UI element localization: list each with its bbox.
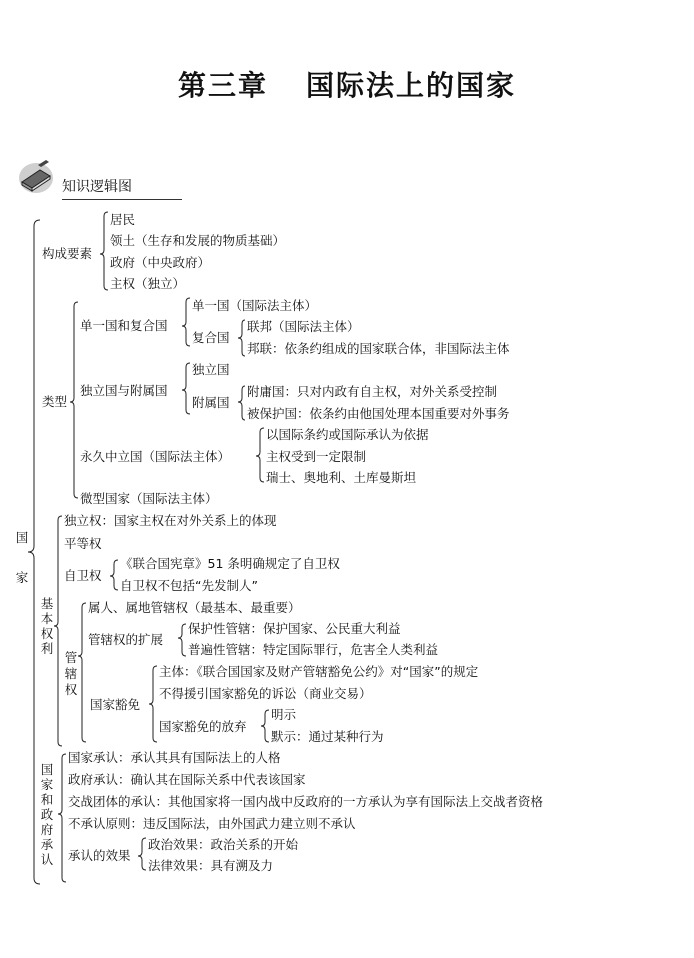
bracket-effect <box>138 838 146 870</box>
composition-label: 构成要素 <box>42 246 93 261</box>
bracket-extension <box>178 624 186 656</box>
composition-item: 主权（独立） <box>110 276 186 291</box>
bracket-recognition <box>58 754 66 882</box>
neutral-item: 以国际条约或国际承认为依据 <box>266 427 429 442</box>
bracket-root <box>28 220 40 884</box>
composition-item: 政府（中央政府） <box>110 255 211 270</box>
effect-label: 承认的效果 <box>68 848 131 863</box>
dependent-label: 附属国 <box>192 395 230 410</box>
book-icon <box>16 156 56 196</box>
neutral-item: 瑞士、奥地利、土库曼斯坦 <box>266 470 417 485</box>
equality-right: 平等权 <box>64 536 102 551</box>
independence-right: 独立权：国家主权在对外关系上的体现 <box>64 513 277 528</box>
bracket-rights <box>54 516 62 746</box>
bracket-self-defense <box>110 560 118 590</box>
bracket-composition <box>100 212 108 290</box>
effect-item: 法律效果：具有溯及力 <box>148 858 274 873</box>
bracket-independent <box>182 363 190 414</box>
root-label: 国家 <box>15 530 29 585</box>
neutral-item: 主权受到一定限制 <box>266 449 367 464</box>
effect-item: 政治效果：政治关系的开始 <box>148 837 299 852</box>
independent-label: 独立国与附属国 <box>80 383 168 398</box>
self-defense-label: 自卫权 <box>64 568 102 583</box>
independent-state: 独立国 <box>192 362 230 377</box>
extension-label: 管辖权的扩展 <box>88 632 164 647</box>
recognition-item: 不承认原则：违反国际法，由外国武力建立则不承认 <box>68 816 356 831</box>
bracket-dependent <box>238 386 245 420</box>
composite-label: 复合国 <box>192 330 230 345</box>
self-defense-item: 自卫权不包括“先发制人” <box>120 578 258 593</box>
micro-state: 微型国家（国际法主体） <box>80 491 218 506</box>
immunity-no-suit: 不得援引国家豁免的诉讼（商业交易） <box>159 686 372 701</box>
composition-item: 居民 <box>110 212 136 227</box>
chapter-name: 国际法上的国家 <box>306 69 517 102</box>
bracket-unitary <box>182 298 190 346</box>
jurisdiction-label: 管辖权 <box>64 650 78 697</box>
bracket-neutral <box>256 428 264 482</box>
waiver-item: 明示 <box>271 707 297 722</box>
single-state: 单一国（国际法主体） <box>192 298 318 313</box>
federation: 联邦（国际法主体） <box>247 319 360 334</box>
vassal-state: 附庸国：只对内政有自主权，对外关系受控制 <box>247 384 498 399</box>
composition-item: 领土（生存和发展的物质基础） <box>110 233 286 248</box>
extension-item: 普遍性管辖：特定国际罪行，危害全人类利益 <box>188 642 439 657</box>
personal-jurisdiction: 属人、属地管辖权（最基本、最重要） <box>88 600 301 615</box>
unitary-label: 单一国和复合国 <box>80 318 168 333</box>
waiver-label: 国家豁免的放弃 <box>159 719 247 734</box>
bracket-composite <box>238 320 245 356</box>
waiver-item: 默示：通过某种行为 <box>271 729 384 744</box>
recognition-label: 国家和政府承认 <box>40 762 54 867</box>
chapter-title <box>0 64 694 104</box>
bracket-waiver <box>261 710 269 742</box>
section-label: 知识逻辑图 <box>62 176 182 200</box>
immunity-subject: 主体：《联合国国家及财产管辖豁免公约》对“国家”的规定 <box>159 664 479 679</box>
recognition-item: 交战团体的承认：其他国家将一国内战中反政府的一方承认为享有国际法上交战者资格 <box>68 794 544 809</box>
bracket-types <box>70 302 78 498</box>
recognition-item: 国家承认：承认其具有国际法上的人格 <box>68 750 281 765</box>
rights-label: 基本权利 <box>40 596 54 656</box>
bracket-jurisdiction <box>78 603 86 742</box>
immunity-label: 国家豁免 <box>90 697 141 712</box>
extension-item: 保护性管辖：保护国家、公民重大利益 <box>188 621 401 636</box>
protected-state: 被保护国：依条约由他国处理本国重要对外事务 <box>247 406 510 421</box>
confederation: 邦联：依条约组成的国家联合体，非国际法主体 <box>247 341 510 356</box>
types-label: 类型 <box>42 394 68 409</box>
recognition-item: 政府承认：确认其在国际关系中代表该国家 <box>68 772 306 787</box>
bracket-immunity <box>149 666 157 742</box>
chapter-number: 第三章 <box>177 69 268 102</box>
self-defense-item: 《联合国宪章》51 条明确规定了自卫权 <box>120 556 340 571</box>
neutral-label: 永久中立国（国际法主体） <box>80 449 231 464</box>
